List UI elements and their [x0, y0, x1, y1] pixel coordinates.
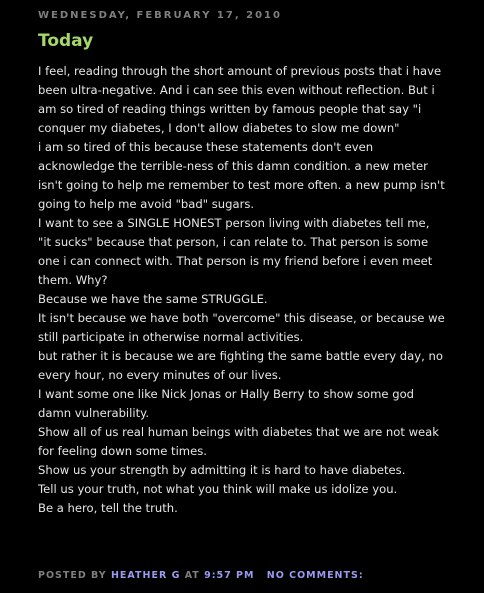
post-body-line: damn vulnerability. [38, 406, 150, 420]
author-link[interactable]: HEATHER G [110, 570, 181, 581]
post-body-line: conquer my diabetes, I don't allow diabetes to slow me down" [38, 121, 400, 135]
post-body [38, 62, 478, 518]
post-body-line: still participate in otherwise normal activities. [38, 330, 304, 344]
comments-link[interactable]: NO COMMENTS: [266, 570, 364, 581]
at-label: AT [184, 570, 200, 581]
post-body-line: Tell us your truth, not what you think will make us idolize you. [38, 482, 398, 496]
post-body-line: one i can connect with. That person is my friend before i even meet [38, 254, 433, 268]
post-footer [38, 570, 364, 581]
post-body-line: them. Why? [38, 273, 108, 287]
post-body-line: acknowledge the terrible-ness of this damn condition. a new meter [38, 159, 428, 173]
post-body-line: Be a hero, tell the truth. [38, 501, 178, 515]
post-body-line: Because we have the same STRUGGLE. [38, 292, 268, 306]
post-body-line: Show all of us real human beings with diabetes that we are not weak [38, 425, 439, 439]
post-body-line: I want some one like Nick Jonas or Hally Berry to show some god [38, 387, 415, 401]
post-date: WEDNESDAY, FEBRUARY 17, 2010 [38, 10, 282, 21]
post-body-line: going to help me avoid "bad" sugars. [38, 197, 255, 211]
post-body-line: It isn't because we have both "overcome" this disease, or because we [38, 311, 445, 325]
post-body-line: every hour, no every minutes of our lives. [38, 368, 282, 382]
post-body-line: I want to see a SINGLE HONEST person living with diabetes tell me, [38, 216, 430, 230]
posted-by-label: POSTED BY [38, 570, 107, 581]
post-body-line: been ultra-negative. And i can see this even without reflection. But i [38, 83, 435, 97]
post-body-line: "it sucks" because that person, i can relate to. That person is some [38, 235, 429, 249]
post-title: Today [38, 31, 94, 51]
post-body-line: am so tired of reading things written by famous people that say "i [38, 102, 422, 116]
post-body-line: for feeling down some times. [38, 444, 207, 458]
post-body-line: i am so tired of this because these statements don't even [38, 140, 374, 154]
post-body-line: but rather it is because we are fighting the same battle every day, no [38, 349, 443, 363]
post-body-line: isn't going to help me remember to test more often. a new pump isn't [38, 178, 445, 192]
post-body-line: I feel, reading through the short amount of previous posts that i have [38, 64, 442, 78]
post-body-line: Show us your strength by admitting it is hard to have diabetes. [38, 463, 406, 477]
post-time-link[interactable]: 9:57 PM [204, 570, 255, 581]
